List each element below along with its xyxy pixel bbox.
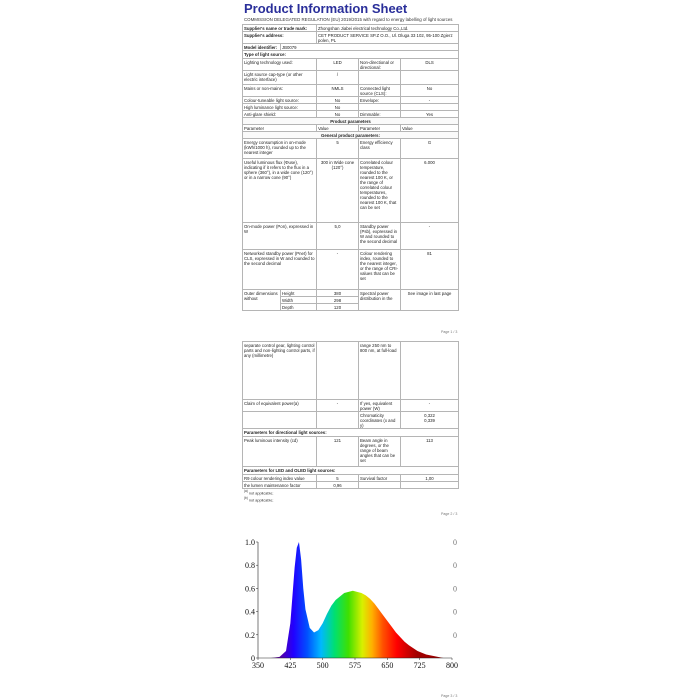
supplier-name-value: Zhongshan Jiabei electrical technology Co.,Ltd.	[317, 25, 459, 32]
right-axis-tick-label: 0	[453, 630, 457, 640]
standby-power-label: Standby power (Psb), expressed in W and rounded to the second decimal	[359, 223, 401, 250]
y-tick-label: 1.0	[245, 538, 255, 547]
regulation-text: COMMISSION DELEGATED REGULATION (EU) 2019/2015 with regard to energy labelling of light sources	[244, 17, 453, 22]
peak-intensity-label: Peak luminous intensity (cd)	[243, 437, 317, 467]
colour-tuneable-value: No	[317, 97, 359, 104]
page-number-1: Page 1 / 3	[441, 330, 458, 334]
y-tick-label: 0	[251, 654, 255, 663]
footnote-a	[244, 489, 458, 496]
footnote-b-mark: (b)	[244, 496, 248, 501]
chromaticity-label: Chromaticity coordinates (x and y)	[359, 412, 401, 429]
x-tick-label: 650	[381, 661, 394, 670]
spectral-label: Spectral power distribution in the	[359, 290, 401, 311]
outer-dims-cont: separate control gear, lighting control parts and non-lighting control parts, if any (millimetre)	[243, 342, 317, 400]
supplier-address-label: Supplier's address:	[243, 32, 317, 44]
beam-angle-label: Beam angle in degrees, or the range of beam angles that can be set	[359, 437, 401, 467]
x-tick-label: 800	[446, 661, 458, 670]
y-tick-label: 0.6	[245, 584, 255, 594]
product-info-table-p2	[242, 341, 459, 489]
chart-plot-area	[245, 538, 458, 670]
claim-equiv-label: Claim of equivalent power(a)	[243, 400, 317, 412]
model-value: JB0079	[281, 44, 459, 51]
x-tick-label: 425	[284, 661, 297, 670]
cct-label: Correlated colour temperature, rounded to the nearest 100 K, or the range of correlated colour temperatures, rounded to the nearest 100 K, that can be set	[359, 159, 401, 223]
x-tick-label: 500	[316, 661, 329, 670]
luminous-flux-label: Useful luminous flux (Φuse), indicating if it refers to the flux in a sphere (360°), in a wide cone (120°) or in a narrow cone (90°)	[243, 159, 317, 223]
lumen-maint-label: the lumen maintenance factor	[243, 482, 317, 489]
anti-glare-value: No	[317, 111, 359, 118]
if-yes-value: -	[401, 400, 459, 412]
anti-glare-label: Anti-glare shield:	[243, 111, 317, 118]
product-params-heading: Product parameters	[243, 118, 459, 125]
energy-consumption-label: Energy consumption in on-mode (kWh/1000 h), rounded up to the nearest integer	[243, 139, 317, 159]
right-axis-tick-label: 0	[453, 607, 457, 617]
survival-value: 1,00	[401, 475, 459, 482]
right-axis-tick-label: 0	[453, 538, 457, 547]
page-2	[242, 341, 458, 504]
led-oled-heading: Parameters for LED and OLED light sources:	[243, 467, 459, 475]
spectral-value: See image in last page	[401, 290, 459, 311]
if-yes-label: If yes, equivalent power (W)	[359, 400, 401, 412]
width-label: Width	[281, 297, 317, 304]
envelope-value: -	[401, 97, 459, 104]
product-info-table-p1	[242, 24, 459, 311]
spectrum-area	[271, 542, 443, 658]
col-value-right: Value	[401, 125, 459, 132]
high-luminance-value: No	[317, 104, 359, 111]
y-tick-label: 0.8	[245, 561, 255, 571]
depth-label: Depth	[281, 304, 317, 311]
mains-value: NMLS	[317, 85, 359, 97]
r9-value: 5	[317, 475, 359, 482]
cap-type-value: /	[317, 71, 359, 85]
high-luminance-label: High luminance light source:	[243, 104, 317, 111]
spectrum-chart	[240, 532, 460, 672]
standby-power-value: -	[401, 223, 459, 250]
r9-label: R9 colour rendering index value	[243, 475, 317, 482]
beam-angle-value: 113	[401, 437, 459, 467]
type-heading: Type of light source:	[243, 51, 459, 59]
col-parameter-right: Parameter	[359, 125, 401, 132]
page-title: Product Information Sheet	[244, 1, 408, 16]
width-value: 298	[317, 297, 359, 304]
dimmable-value: Yes	[401, 111, 459, 118]
footnote-b-text: not applicable;	[248, 498, 274, 503]
networked-standby-value: -	[317, 250, 359, 290]
energy-class-label: Energy efficiency class	[359, 139, 401, 159]
chromaticity-x: 0,322	[424, 412, 435, 418]
height-label: Height	[281, 290, 317, 297]
cri-value: 81	[401, 250, 459, 290]
lighting-tech-value: LED	[317, 59, 359, 71]
energy-consumption-value: 5	[317, 139, 359, 159]
luminous-flux-value: 300 in Wide cone (120°)	[317, 159, 359, 223]
colour-tuneable-label: Colour-tuneable light source:	[243, 97, 317, 104]
cap-type-label: Light source cap-type (or other electric interface)	[243, 71, 317, 85]
chromaticity-value	[401, 412, 459, 429]
survival-label: Survival factor	[359, 475, 401, 482]
x-tick-label: 575	[349, 661, 361, 670]
directional-heading: Parameters for directional light sources:	[243, 429, 459, 437]
col-parameter-left: Parameter	[243, 125, 317, 132]
footnote-a-mark: (a)	[244, 489, 248, 493]
networked-standby-label: Networked standby power (Pnet) for CLS, expressed in W and rounded to the second decimal	[243, 250, 317, 290]
x-tick-label: 350	[252, 661, 264, 670]
outer-dims-label: Outer dimensions without	[243, 290, 281, 311]
x-tick-label: 725	[413, 661, 426, 670]
right-axis-tick-label: 0	[453, 584, 457, 594]
supplier-address-value: CET PRODUCT SERVICE SP.Z O.O., Ul. Dluga 33 102, 95-100 Zgierz polen, PL	[317, 32, 459, 44]
mains-label: Mains or non-mains:	[243, 85, 317, 97]
energy-class-value: G	[401, 139, 459, 159]
chromaticity-y: 0,339	[424, 417, 435, 423]
connected-value: No	[401, 85, 459, 97]
y-tick-label: 0.4	[245, 607, 255, 617]
non-directional-value: DLS	[401, 59, 459, 71]
claim-equiv-value: -	[317, 400, 359, 412]
y-tick-label: 0.2	[245, 630, 255, 640]
page-number-3: Page 3 / 3	[441, 694, 458, 698]
lighting-tech-label: Lighting technology used:	[243, 59, 317, 71]
cct-value: 6.000	[401, 159, 459, 223]
lumen-maint-value: 0,96	[317, 482, 359, 489]
connected-label: Connected light source (CLS):	[359, 85, 401, 97]
cri-label: Colour rendering index, rounded to the nearest integer, or the range of CRI-values that can be set	[359, 250, 401, 290]
model-label: Model identifier:	[243, 44, 281, 51]
dimmable-label: Dimmable:	[359, 111, 401, 118]
onmode-power-label: On-mode power (Pon), expressed in W	[243, 223, 317, 250]
envelope-label: Envelope:	[359, 97, 401, 104]
onmode-power-value: 5,0	[317, 223, 359, 250]
footnote-a-text: not applicable;	[248, 491, 274, 496]
spectrum-chart-svg	[240, 532, 460, 672]
depth-value: 120	[317, 304, 359, 311]
right-axis-tick-label: 0	[453, 561, 457, 571]
footnote-b	[244, 496, 458, 503]
height-value: 380	[317, 290, 359, 297]
general-params-heading: General product parameters:	[243, 132, 459, 139]
spectral-cont: range 250 nm to 800 nm, at full-load	[359, 342, 401, 400]
col-value-left: Value	[317, 125, 359, 132]
peak-intensity-value: 121	[317, 437, 359, 467]
page-number-2: Page 2 / 3	[441, 512, 458, 516]
page-1	[242, 0, 458, 311]
supplier-name-label: Supplier's name or trade mark:	[243, 25, 317, 32]
non-directional-label: Non-directional or directional:	[359, 59, 401, 71]
